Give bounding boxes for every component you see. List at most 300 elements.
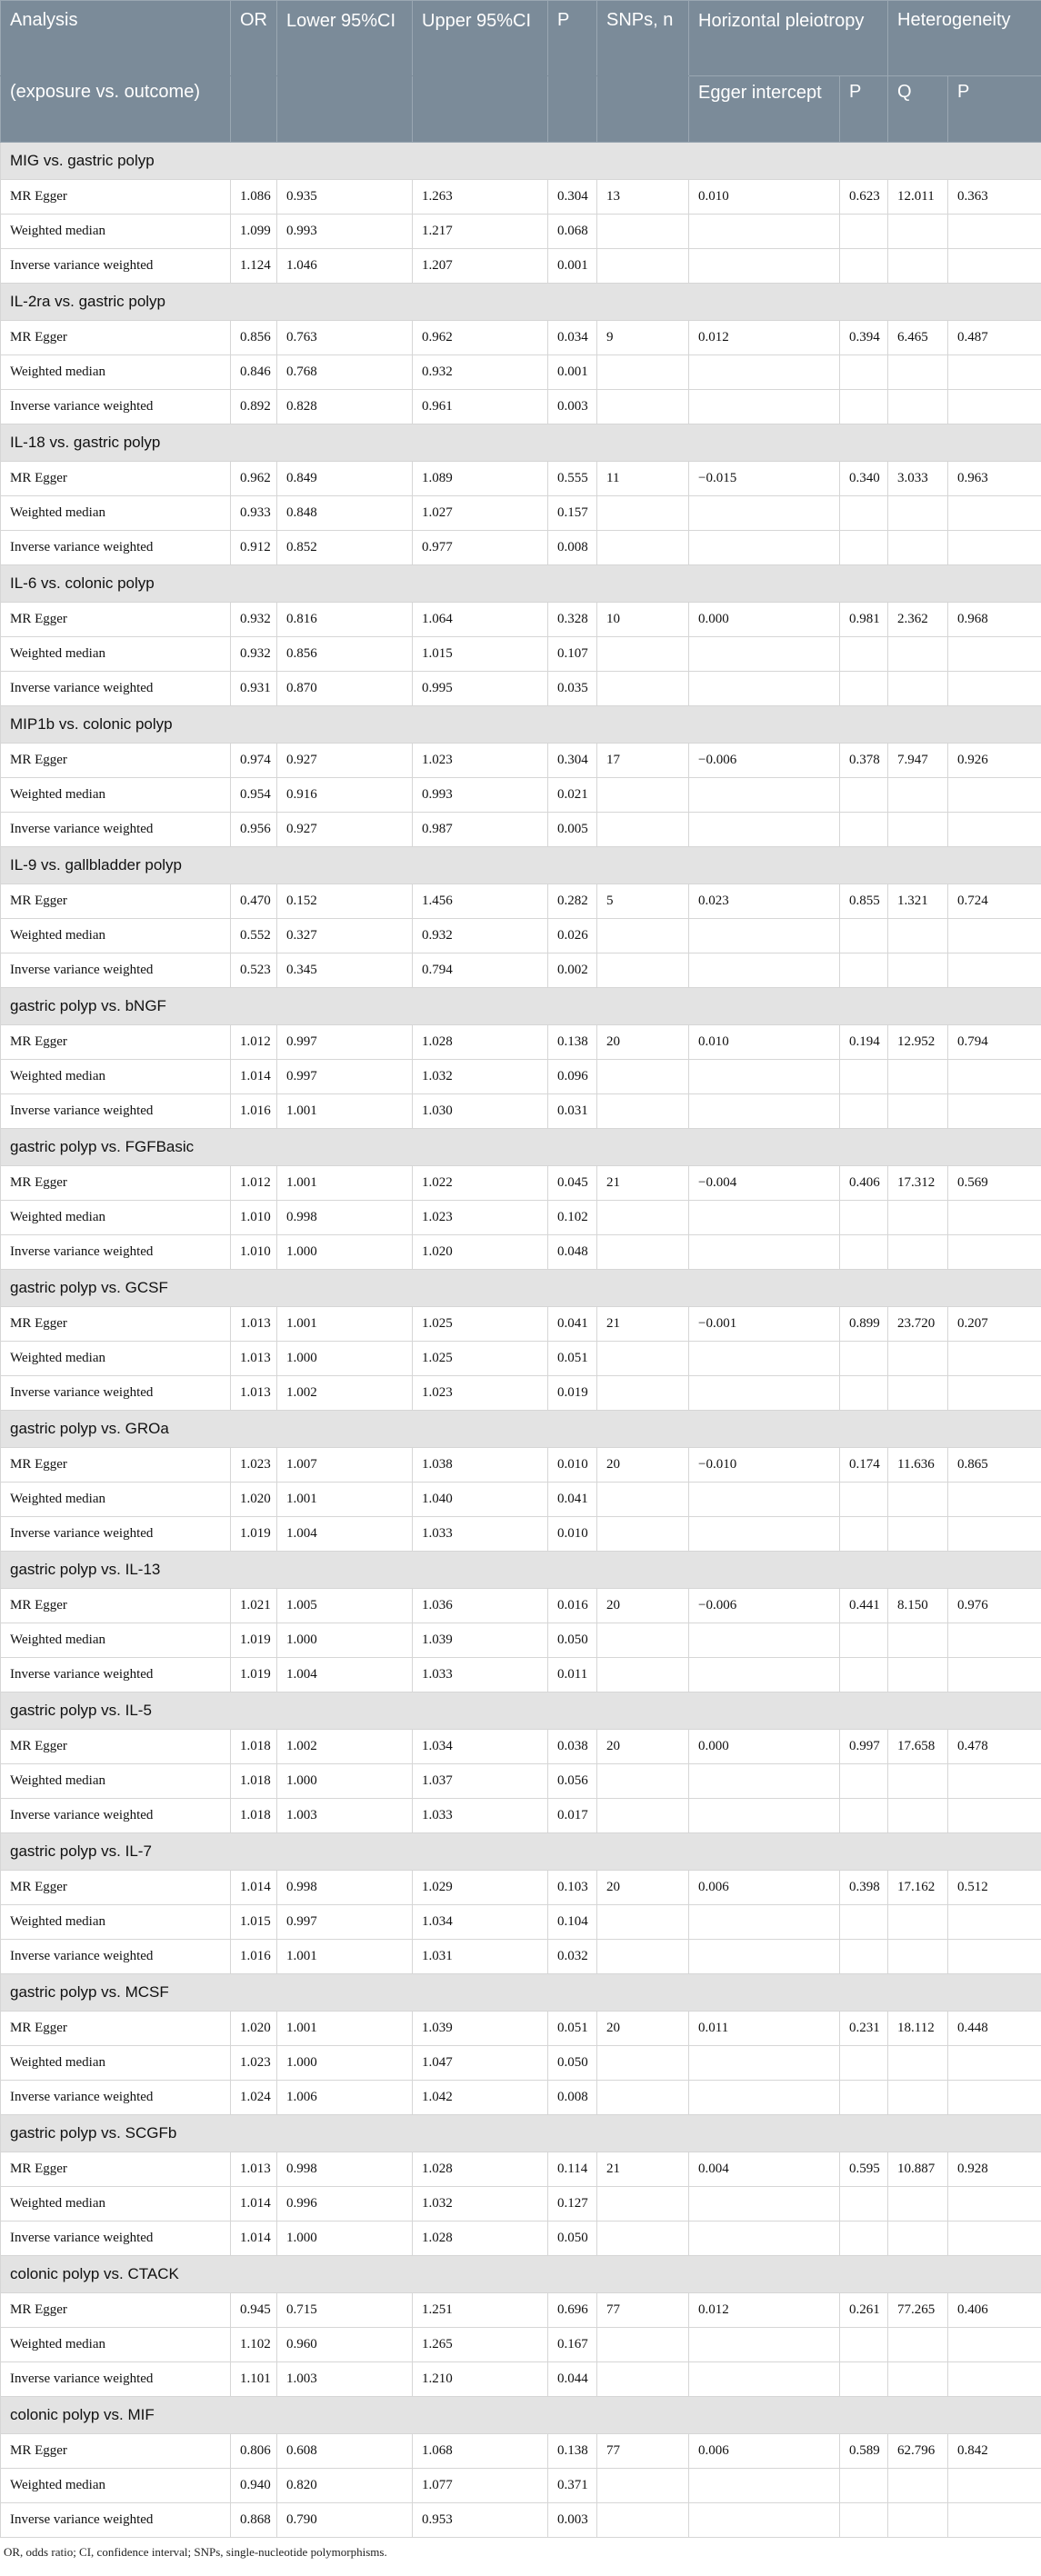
cell-method: Inverse variance weighted (1, 2503, 231, 2538)
cell-pleiotropy-p (840, 2503, 888, 2538)
cell-or: 0.962 (231, 462, 277, 496)
cell-lower-ci: 0.790 (277, 2503, 413, 2538)
cell-egger-intercept (689, 637, 840, 672)
table-row (1, 2012, 1041, 2046)
cell-upper-ci: 0.794 (413, 954, 548, 988)
table-row (1, 1166, 1041, 1201)
cell-heterogeneity-p: 0.842 (948, 2434, 1041, 2469)
cell-upper-ci: 1.034 (413, 1905, 548, 1940)
cell-heterogeneity-p (948, 1376, 1041, 1411)
cell-or: 1.014 (231, 2222, 277, 2256)
cell-lower-ci: 0.997 (277, 1905, 413, 1940)
cell-method: Inverse variance weighted (1, 672, 231, 706)
group-row (1, 2397, 1041, 2434)
cell-heterogeneity-p (948, 1658, 1041, 1692)
cell-method: MR Egger (1, 1589, 231, 1623)
table-row (1, 1342, 1041, 1376)
cell-heterogeneity-q (888, 1235, 948, 1270)
group-row (1, 847, 1041, 884)
cell-egger-intercept (689, 355, 840, 390)
cell-heterogeneity-q: 3.033 (888, 462, 948, 496)
group-title: gastric polyp vs. IL-13 (1, 1552, 1041, 1589)
cell-upper-ci: 0.993 (413, 778, 548, 813)
cell-method: Weighted median (1, 355, 231, 390)
cell-upper-ci: 1.040 (413, 1483, 548, 1517)
cell-p-value: 0.044 (548, 2362, 597, 2397)
cell-lower-ci: 0.997 (277, 1025, 413, 1060)
cell-heterogeneity-q (888, 2362, 948, 2397)
cell-heterogeneity-q (888, 954, 948, 988)
cell-upper-ci: 0.977 (413, 531, 548, 565)
header-lower-ci: Lower 95%CI (277, 1, 413, 76)
table-row (1, 355, 1041, 390)
cell-or: 0.932 (231, 603, 277, 637)
cell-lower-ci: 1.000 (277, 2046, 413, 2081)
cell-egger-intercept: 0.006 (689, 2434, 840, 2469)
cell-egger-intercept: 0.000 (689, 1730, 840, 1764)
cell-p-value: 0.107 (548, 637, 597, 672)
cell-p-value: 0.282 (548, 884, 597, 919)
cell-upper-ci: 1.037 (413, 1764, 548, 1799)
table-row (1, 1517, 1041, 1552)
group-title: IL-18 vs. gastric polyp (1, 424, 1041, 462)
cell-snps-count: 13 (597, 180, 689, 215)
cell-egger-intercept: 0.010 (689, 1025, 840, 1060)
cell-or: 1.010 (231, 1201, 277, 1235)
cell-upper-ci: 1.077 (413, 2469, 548, 2503)
cell-upper-ci: 1.265 (413, 2328, 548, 2362)
cell-lower-ci: 0.916 (277, 778, 413, 813)
cell-egger-intercept (689, 1060, 840, 1094)
cell-method: MR Egger (1, 2434, 231, 2469)
group-row (1, 706, 1041, 744)
cell-or: 0.892 (231, 390, 277, 424)
cell-upper-ci: 0.995 (413, 672, 548, 706)
cell-heterogeneity-p: 0.976 (948, 1589, 1041, 1623)
cell-snps-count (597, 496, 689, 531)
cell-upper-ci: 1.015 (413, 637, 548, 672)
cell-pleiotropy-p: 0.378 (840, 744, 888, 778)
cell-heterogeneity-p (948, 637, 1041, 672)
cell-lower-ci: 0.996 (277, 2187, 413, 2222)
cell-lower-ci: 0.960 (277, 2328, 413, 2362)
cell-snps-count: 21 (597, 1307, 689, 1342)
cell-heterogeneity-p (948, 355, 1041, 390)
cell-lower-ci: 1.001 (277, 1483, 413, 1517)
cell-egger-intercept: −0.015 (689, 462, 840, 496)
cell-heterogeneity-q (888, 1060, 948, 1094)
cell-snps-count (597, 637, 689, 672)
cell-method: Weighted median (1, 2469, 231, 2503)
cell-pleiotropy-p (840, 1623, 888, 1658)
cell-pleiotropy-p (840, 1094, 888, 1129)
header-analysis: Analysis (1, 1, 231, 76)
cell-method: Weighted median (1, 1060, 231, 1094)
cell-or: 0.931 (231, 672, 277, 706)
cell-method: Inverse variance weighted (1, 390, 231, 424)
cell-upper-ci: 0.953 (413, 2503, 548, 2538)
cell-heterogeneity-q (888, 1094, 948, 1129)
cell-method: Inverse variance weighted (1, 1658, 231, 1692)
cell-egger-intercept (689, 1517, 840, 1552)
cell-snps-count (597, 2222, 689, 2256)
cell-heterogeneity-p (948, 390, 1041, 424)
cell-heterogeneity-q: 12.952 (888, 1025, 948, 1060)
table-row (1, 778, 1041, 813)
cell-upper-ci: 1.020 (413, 1235, 548, 1270)
cell-or: 1.101 (231, 2362, 277, 2397)
table-row (1, 603, 1041, 637)
cell-heterogeneity-q (888, 672, 948, 706)
cell-snps-count (597, 215, 689, 249)
cell-p-value: 0.304 (548, 744, 597, 778)
cell-upper-ci: 1.068 (413, 2434, 548, 2469)
cell-pleiotropy-p (840, 355, 888, 390)
cell-heterogeneity-p (948, 1517, 1041, 1552)
table-row (1, 1483, 1041, 1517)
cell-p-value: 0.051 (548, 2012, 597, 2046)
cell-upper-ci: 1.028 (413, 2152, 548, 2187)
cell-heterogeneity-p: 0.928 (948, 2152, 1041, 2187)
cell-upper-ci: 1.251 (413, 2293, 548, 2328)
cell-lower-ci: 1.002 (277, 1376, 413, 1411)
header-p: P (548, 1, 597, 76)
cell-egger-intercept (689, 1376, 840, 1411)
cell-egger-intercept: −0.006 (689, 1589, 840, 1623)
cell-lower-ci: 0.345 (277, 954, 413, 988)
group-row (1, 2115, 1041, 2152)
table-row (1, 1730, 1041, 1764)
cell-heterogeneity-q: 7.947 (888, 744, 948, 778)
header-egger-intercept: Egger intercept (689, 76, 840, 143)
cell-egger-intercept: 0.000 (689, 603, 840, 637)
cell-lower-ci: 0.998 (277, 2152, 413, 2187)
cell-method: Weighted median (1, 1764, 231, 1799)
cell-p-value: 0.068 (548, 215, 597, 249)
cell-heterogeneity-p: 0.478 (948, 1730, 1041, 1764)
table-row (1, 2222, 1041, 2256)
cell-egger-intercept: 0.012 (689, 2293, 840, 2328)
cell-upper-ci: 1.022 (413, 1166, 548, 1201)
cell-p-value: 0.001 (548, 249, 597, 284)
cell-method: MR Egger (1, 1730, 231, 1764)
table-row (1, 1201, 1041, 1235)
cell-snps-count (597, 1483, 689, 1517)
cell-pleiotropy-p (840, 778, 888, 813)
cell-method: MR Egger (1, 603, 231, 637)
cell-egger-intercept (689, 2046, 840, 2081)
group-title: gastric polyp vs. IL-5 (1, 1692, 1041, 1730)
cell-heterogeneity-p: 0.865 (948, 1448, 1041, 1483)
table-row (1, 321, 1041, 355)
cell-pleiotropy-p (840, 1483, 888, 1517)
cell-p-value: 0.038 (548, 1730, 597, 1764)
header-heterogeneity-p: P (948, 76, 1041, 143)
cell-heterogeneity-q: 2.362 (888, 603, 948, 637)
cell-or: 0.523 (231, 954, 277, 988)
cell-method: Weighted median (1, 1623, 231, 1658)
cell-heterogeneity-p (948, 954, 1041, 988)
cell-pleiotropy-p (840, 1342, 888, 1376)
cell-snps-count (597, 954, 689, 988)
cell-or: 1.023 (231, 1448, 277, 1483)
cell-p-value: 0.003 (548, 390, 597, 424)
cell-p-value: 0.034 (548, 321, 597, 355)
cell-p-value: 0.050 (548, 1623, 597, 1658)
cell-method: Weighted median (1, 919, 231, 954)
cell-pleiotropy-p (840, 2187, 888, 2222)
cell-egger-intercept (689, 1940, 840, 1974)
cell-heterogeneity-q (888, 1623, 948, 1658)
cell-p-value: 0.001 (548, 355, 597, 390)
cell-snps-count (597, 2469, 689, 2503)
cell-pleiotropy-p: 0.981 (840, 603, 888, 637)
cell-p-value: 0.003 (548, 2503, 597, 2538)
cell-egger-intercept (689, 813, 840, 847)
cell-or: 1.015 (231, 1905, 277, 1940)
cell-heterogeneity-q (888, 1517, 948, 1552)
header-or: OR (231, 1, 277, 76)
cell-lower-ci: 0.998 (277, 1871, 413, 1905)
cell-heterogeneity-p (948, 1094, 1041, 1129)
cell-lower-ci: 0.828 (277, 390, 413, 424)
cell-pleiotropy-p (840, 1658, 888, 1692)
cell-or: 1.020 (231, 2012, 277, 2046)
cell-heterogeneity-q (888, 1201, 948, 1235)
group-row (1, 1129, 1041, 1166)
cell-egger-intercept (689, 2469, 840, 2503)
group-row (1, 1270, 1041, 1307)
cell-upper-ci: 1.032 (413, 2187, 548, 2222)
table-row (1, 637, 1041, 672)
table-row (1, 2328, 1041, 2362)
cell-upper-ci: 1.217 (413, 215, 548, 249)
cell-heterogeneity-p: 0.487 (948, 321, 1041, 355)
cell-pleiotropy-p (840, 954, 888, 988)
cell-upper-ci: 1.039 (413, 2012, 548, 2046)
cell-p-value: 0.103 (548, 1871, 597, 1905)
cell-pleiotropy-p (840, 249, 888, 284)
cell-method: MR Egger (1, 2012, 231, 2046)
cell-method: Inverse variance weighted (1, 1940, 231, 1974)
cell-egger-intercept: 0.010 (689, 180, 840, 215)
cell-p-value: 0.010 (548, 1517, 597, 1552)
group-title: MIP1b vs. colonic polyp (1, 706, 1041, 744)
cell-lower-ci: 0.768 (277, 355, 413, 390)
cell-pleiotropy-p: 0.589 (840, 2434, 888, 2469)
cell-lower-ci: 0.849 (277, 462, 413, 496)
cell-egger-intercept (689, 2328, 840, 2362)
cell-upper-ci: 1.023 (413, 1376, 548, 1411)
cell-upper-ci: 1.028 (413, 1025, 548, 1060)
cell-pleiotropy-p (840, 2362, 888, 2397)
cell-lower-ci: 1.002 (277, 1730, 413, 1764)
group-row (1, 1833, 1041, 1871)
cell-p-value: 0.050 (548, 2222, 597, 2256)
cell-snps-count (597, 919, 689, 954)
cell-heterogeneity-p (948, 1940, 1041, 1974)
table-row (1, 1764, 1041, 1799)
cell-p-value: 0.138 (548, 2434, 597, 2469)
cell-p-value: 0.041 (548, 1483, 597, 1517)
cell-lower-ci: 0.816 (277, 603, 413, 637)
table-row (1, 954, 1041, 988)
cell-snps-count (597, 249, 689, 284)
header-horizontal-pleiotropy: Horizontal pleiotropy (689, 1, 888, 76)
cell-heterogeneity-p: 0.963 (948, 462, 1041, 496)
cell-heterogeneity-q: 18.112 (888, 2012, 948, 2046)
cell-pleiotropy-p (840, 2081, 888, 2115)
cell-egger-intercept (689, 2503, 840, 2538)
cell-or: 0.933 (231, 496, 277, 531)
cell-snps-count (597, 1201, 689, 1235)
cell-method: Inverse variance weighted (1, 1517, 231, 1552)
cell-egger-intercept: 0.011 (689, 2012, 840, 2046)
cell-or: 0.932 (231, 637, 277, 672)
cell-egger-intercept (689, 249, 840, 284)
cell-egger-intercept: 0.004 (689, 2152, 840, 2187)
cell-heterogeneity-p (948, 1201, 1041, 1235)
cell-p-value: 0.017 (548, 1799, 597, 1833)
table-row (1, 180, 1041, 215)
cell-heterogeneity-q (888, 813, 948, 847)
cell-heterogeneity-q (888, 2503, 948, 2538)
cell-p-value: 0.008 (548, 2081, 597, 2115)
group-row (1, 284, 1041, 321)
cell-upper-ci: 1.033 (413, 1799, 548, 1833)
cell-p-value: 0.011 (548, 1658, 597, 1692)
cell-snps-count (597, 1342, 689, 1376)
cell-egger-intercept: 0.006 (689, 1871, 840, 1905)
table-row (1, 2081, 1041, 2115)
cell-upper-ci: 1.031 (413, 1940, 548, 1974)
cell-pleiotropy-p (840, 1201, 888, 1235)
cell-heterogeneity-p: 0.926 (948, 744, 1041, 778)
cell-heterogeneity-q: 17.312 (888, 1166, 948, 1201)
group-title: gastric polyp vs. MCSF (1, 1974, 1041, 2012)
cell-or: 0.956 (231, 813, 277, 847)
cell-or: 1.014 (231, 2187, 277, 2222)
group-title: gastric polyp vs. IL-7 (1, 1833, 1041, 1871)
cell-heterogeneity-p: 0.406 (948, 2293, 1041, 2328)
cell-p-value: 0.050 (548, 2046, 597, 2081)
cell-or: 1.020 (231, 1483, 277, 1517)
cell-heterogeneity-p (948, 1483, 1041, 1517)
cell-pleiotropy-p: 0.997 (840, 1730, 888, 1764)
cell-method: Inverse variance weighted (1, 1799, 231, 1833)
cell-p-value: 0.157 (548, 496, 597, 531)
cell-p-value: 0.008 (548, 531, 597, 565)
cell-upper-ci: 0.932 (413, 919, 548, 954)
cell-method: Inverse variance weighted (1, 1235, 231, 1270)
cell-heterogeneity-p: 0.724 (948, 884, 1041, 919)
header-upper-ci: Upper 95%CI (413, 1, 548, 76)
cell-or: 1.012 (231, 1025, 277, 1060)
cell-heterogeneity-p (948, 1623, 1041, 1658)
table-row (1, 1025, 1041, 1060)
cell-p-value: 0.031 (548, 1094, 597, 1129)
header-pleiotropy-p: P (840, 76, 888, 143)
cell-lower-ci: 0.608 (277, 2434, 413, 2469)
cell-or: 1.016 (231, 1094, 277, 1129)
cell-heterogeneity-p (948, 2503, 1041, 2538)
cell-or: 1.014 (231, 1871, 277, 1905)
cell-or: 1.018 (231, 1730, 277, 1764)
cell-pleiotropy-p (840, 672, 888, 706)
cell-p-value: 0.048 (548, 1235, 597, 1270)
group-title: gastric polyp vs. FGFBasic (1, 1129, 1041, 1166)
cell-method: MR Egger (1, 2152, 231, 2187)
table-row (1, 1376, 1041, 1411)
cell-lower-ci: 0.993 (277, 215, 413, 249)
cell-heterogeneity-q (888, 1940, 948, 1974)
cell-heterogeneity-p: 0.968 (948, 603, 1041, 637)
cell-heterogeneity-q (888, 249, 948, 284)
cell-upper-ci: 1.030 (413, 1094, 548, 1129)
cell-egger-intercept: 0.023 (689, 884, 840, 919)
cell-or: 1.016 (231, 1940, 277, 1974)
header-heterogeneity: Heterogeneity (888, 1, 1041, 76)
cell-method: Inverse variance weighted (1, 2222, 231, 2256)
group-title: gastric polyp vs. SCGFb (1, 2115, 1041, 2152)
cell-p-value: 0.041 (548, 1307, 597, 1342)
cell-or: 1.013 (231, 1342, 277, 1376)
cell-or: 1.124 (231, 249, 277, 284)
cell-or: 1.018 (231, 1764, 277, 1799)
cell-p-value: 0.026 (548, 919, 597, 954)
cell-pleiotropy-p: 0.899 (840, 1307, 888, 1342)
cell-heterogeneity-q (888, 2328, 948, 2362)
table-row (1, 249, 1041, 284)
cell-p-value: 0.304 (548, 180, 597, 215)
cell-upper-ci: 1.207 (413, 249, 548, 284)
table-row (1, 1094, 1041, 1129)
table-row (1, 919, 1041, 954)
cell-lower-ci: 1.000 (277, 1764, 413, 1799)
cell-p-value: 0.021 (548, 778, 597, 813)
cell-lower-ci: 0.820 (277, 2469, 413, 2503)
cell-p-value: 0.002 (548, 954, 597, 988)
cell-p-value: 0.096 (548, 1060, 597, 1094)
cell-pleiotropy-p: 0.194 (840, 1025, 888, 1060)
cell-or: 0.846 (231, 355, 277, 390)
cell-lower-ci: 0.927 (277, 813, 413, 847)
cell-snps-count (597, 2503, 689, 2538)
cell-p-value: 0.114 (548, 2152, 597, 2187)
cell-upper-ci: 1.047 (413, 2046, 548, 2081)
cell-heterogeneity-p (948, 2046, 1041, 2081)
cell-pleiotropy-p (840, 2222, 888, 2256)
cell-or: 1.013 (231, 1376, 277, 1411)
cell-heterogeneity-q: 10.887 (888, 2152, 948, 2187)
cell-heterogeneity-p (948, 672, 1041, 706)
table-row (1, 1448, 1041, 1483)
cell-method: Weighted median (1, 1483, 231, 1517)
cell-upper-ci: 1.038 (413, 1448, 548, 1483)
cell-snps-count (597, 1799, 689, 1833)
cell-heterogeneity-p (948, 813, 1041, 847)
table-footnote: OR, odds ratio; CI, confidence interval; SNPs, single-nucleotide polymorphisms. (4, 2545, 387, 2559)
cell-snps-count (597, 813, 689, 847)
group-row (1, 1692, 1041, 1730)
cell-pleiotropy-p (840, 919, 888, 954)
header-analysis-subtitle: (exposure vs. outcome) (1, 76, 231, 143)
cell-method: MR Egger (1, 884, 231, 919)
cell-snps-count: 10 (597, 603, 689, 637)
table-row (1, 390, 1041, 424)
group-row (1, 1411, 1041, 1448)
cell-method: Weighted median (1, 637, 231, 672)
